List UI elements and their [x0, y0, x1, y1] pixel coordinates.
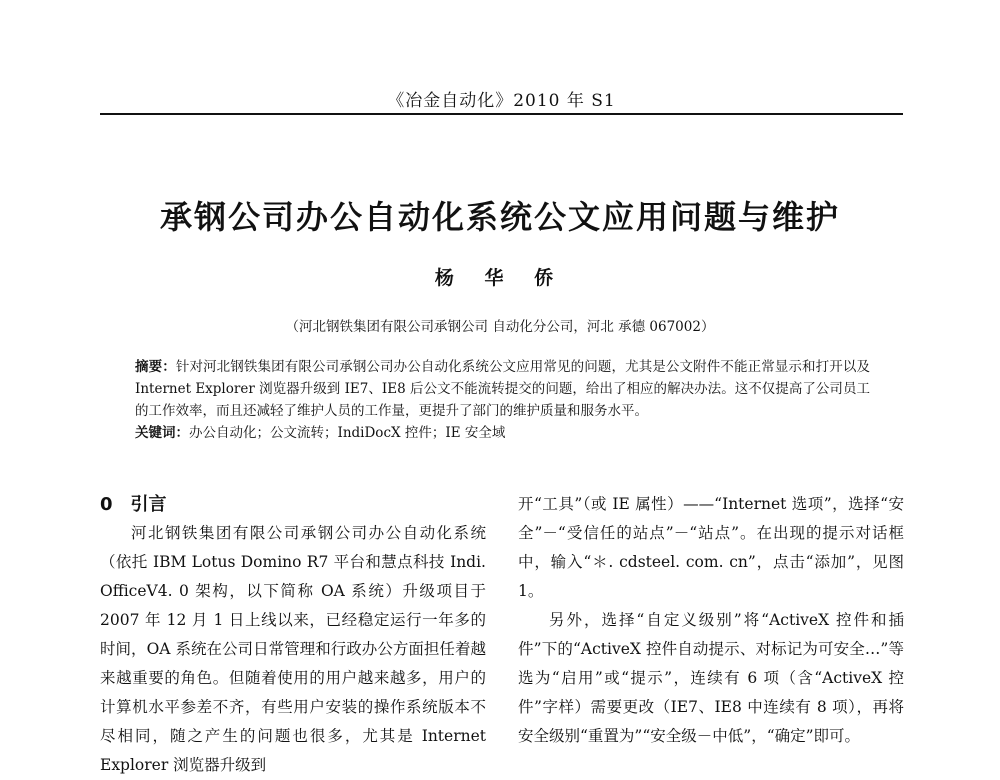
keywords-label: 关键词： — [135, 425, 189, 441]
author: 杨 华 侨 — [434, 267, 566, 289]
paper-title: 承钢公司办公自动化系统公文应用问题与维护 — [159, 198, 840, 236]
right-paragraph-2: 另外，选择“自定义级别”将“ActiveX 控件和插件”下的“ActiveX 控件自动提示、对标记为可安全…”等选为“启用”或“提示”，连续有 6 项（含“ActiveX 控件”字样）需要更改（IE7、IE8 中连续有 8 项），再将安全级别“重置为”“安全级－中低”，“确定”即可。 — [518, 611, 904, 745]
right-paragraph-1: 开“工具”（或 IE 属性）——“Internet 选项”，选择“安全”－“受信任的站点”－“站点”。在出现的提示对话框中，输入“＊. cdsteel. com. cn”，点击“添加”，见图 1。 — [518, 495, 904, 600]
intro-paragraph: 河北钢铁集团有限公司承钢公司办公自动化系统（依托 IBM Lotus Domino R7 平台和慧点科技 Indi. OfficeV4. 0 架构，以下简称 OA 系统）升级项目于2007 年 12 月 1 日上线以来，已经稳定运行一年多的时间，OA 系统在公司日常管理和行政办公方面担任着越来越重要的角色。但随着使用的用户越来越多，用户的计算机水平参差不齐，有些用户安装的操作系统版本不尽相同，随之产生的问题也很多，尤其是 Internet Explorer 浏览器升级到 — [100, 524, 486, 774]
abstract-block — [135, 356, 870, 444]
left-column — [100, 490, 486, 780]
section-heading: 0 引言 — [100, 494, 167, 515]
right-column — [518, 490, 904, 751]
abstract-text: 针对河北钢铁集团有限公司承钢公司办公自动化系统公文应用常见的问题，尤其是公文附件不能正常显示和打开以及 Internet Explorer 浏览器升级到 IE7、IE8 后公文不能流转提交的问题，给出了相应的解决办法。这不仅提高了公司员工的工作效率，而且还减轻了维护人员的工作量，更提升了部门的维护质量和服务水平。 — [135, 359, 871, 419]
keywords-text: 办公自动化；公文流转；IndiDocX 控件；IE 安全域 — [189, 425, 506, 441]
header-rule — [100, 113, 903, 115]
abstract-label: 摘要： — [135, 359, 176, 375]
keywords — [135, 422, 870, 444]
journal-header: 《冶金自动化》2010 年 S1 — [387, 91, 616, 111]
affiliation: （河北钢铁集团有限公司承钢公司 自动化分公司，河北 承德 067002） — [285, 319, 715, 335]
abstract — [135, 356, 870, 422]
